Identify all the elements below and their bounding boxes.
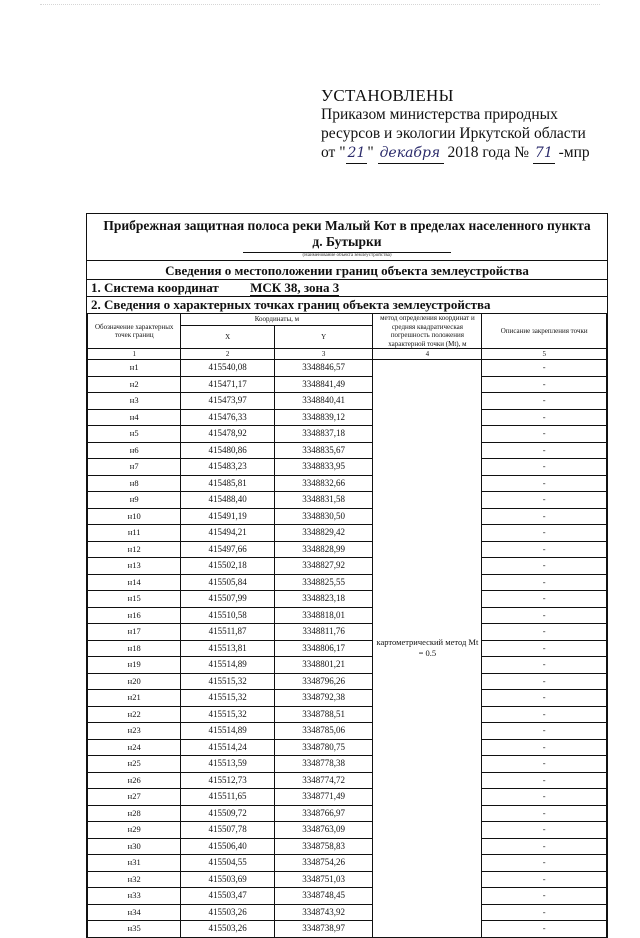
x-coordinate-cell: 415514,24 bbox=[181, 739, 274, 756]
y-coordinate-cell: 3348748,45 bbox=[274, 888, 373, 905]
point-name-cell: н29 bbox=[88, 822, 181, 839]
table-row bbox=[88, 739, 607, 756]
column-index: 3 bbox=[274, 349, 373, 360]
point-name-cell: н8 bbox=[88, 475, 181, 492]
x-coordinate-cell: 415478,92 bbox=[181, 426, 274, 443]
table-row bbox=[88, 442, 607, 459]
point-name-cell: н24 bbox=[88, 739, 181, 756]
point-name-cell: н33 bbox=[88, 888, 181, 905]
table-row bbox=[88, 756, 607, 773]
table-row bbox=[88, 541, 607, 558]
fixing-description-cell: - bbox=[482, 607, 607, 624]
y-coordinate-cell: 3348831,58 bbox=[274, 492, 373, 509]
header-coords: Координаты, м bbox=[181, 314, 373, 326]
y-coordinate-cell: 3348832,66 bbox=[274, 475, 373, 492]
y-coordinate-cell: 3348788,51 bbox=[274, 706, 373, 723]
table-row bbox=[88, 624, 607, 641]
y-coordinate-cell: 3348818,01 bbox=[274, 607, 373, 624]
y-coordinate-cell: 3348833,95 bbox=[274, 459, 373, 476]
fixing-description-cell: - bbox=[482, 360, 607, 377]
approval-line-2: ресурсов и экологии Иркутской области bbox=[321, 125, 586, 142]
table-row bbox=[88, 921, 607, 938]
point-name-cell: н25 bbox=[88, 756, 181, 773]
table-row bbox=[88, 772, 607, 789]
y-coordinate-cell: 3348827,92 bbox=[274, 558, 373, 575]
x-coordinate-cell: 415513,81 bbox=[181, 640, 274, 657]
fixing-description-cell: - bbox=[482, 574, 607, 591]
point-name-cell: н26 bbox=[88, 772, 181, 789]
table-row bbox=[88, 871, 607, 888]
table-row bbox=[88, 393, 607, 410]
y-coordinate-cell: 3348825,55 bbox=[274, 574, 373, 591]
y-coordinate-cell: 3348796,26 bbox=[274, 673, 373, 690]
table-row bbox=[88, 640, 607, 657]
point-name-cell: н1 bbox=[88, 360, 181, 377]
x-coordinate-cell: 415515,32 bbox=[181, 690, 274, 707]
header-x: X bbox=[181, 325, 274, 348]
point-name-cell: н34 bbox=[88, 904, 181, 921]
x-coordinate-cell: 415511,65 bbox=[181, 789, 274, 806]
point-name-cell: н14 bbox=[88, 574, 181, 591]
point-name-cell: н20 bbox=[88, 673, 181, 690]
fixing-description-cell: - bbox=[482, 756, 607, 773]
y-coordinate-cell: 3348806,17 bbox=[274, 640, 373, 657]
fixing-description-cell: - bbox=[482, 690, 607, 707]
approval-number: 71 bbox=[533, 144, 555, 164]
table-row bbox=[88, 459, 607, 476]
point-name-cell: н27 bbox=[88, 789, 181, 806]
table-row bbox=[88, 723, 607, 740]
y-coordinate-cell: 3348811,76 bbox=[274, 624, 373, 641]
table-row bbox=[88, 426, 607, 443]
table-row bbox=[88, 492, 607, 509]
x-coordinate-cell: 415503,47 bbox=[181, 888, 274, 905]
fixing-description-cell: - bbox=[482, 475, 607, 492]
x-coordinate-cell: 415483,23 bbox=[181, 459, 274, 476]
y-coordinate-cell: 3348801,21 bbox=[274, 657, 373, 674]
x-coordinate-cell: 415504,55 bbox=[181, 855, 274, 872]
point-name-cell: н35 bbox=[88, 921, 181, 938]
table-row bbox=[88, 805, 607, 822]
fixing-description-cell: - bbox=[482, 822, 607, 839]
y-coordinate-cell: 3348837,18 bbox=[274, 426, 373, 443]
fixing-description-cell: - bbox=[482, 921, 607, 938]
approval-year: 2018 года № bbox=[447, 144, 530, 161]
point-name-cell: н30 bbox=[88, 838, 181, 855]
point-name-cell: н13 bbox=[88, 558, 181, 575]
fixing-description-cell: - bbox=[482, 624, 607, 641]
table-row bbox=[88, 508, 607, 525]
x-coordinate-cell: 415494,21 bbox=[181, 525, 274, 542]
table-row bbox=[88, 525, 607, 542]
table-row bbox=[88, 789, 607, 806]
fixing-description-cell: - bbox=[482, 442, 607, 459]
table-row bbox=[88, 574, 607, 591]
fixing-description-cell: - bbox=[482, 393, 607, 410]
fixing-description-cell: - bbox=[482, 904, 607, 921]
x-coordinate-cell: 415514,89 bbox=[181, 657, 274, 674]
approval-day: 21 bbox=[346, 144, 368, 164]
table-row bbox=[88, 838, 607, 855]
fixing-description-cell: - bbox=[482, 657, 607, 674]
y-coordinate-cell: 3348754,26 bbox=[274, 855, 373, 872]
x-coordinate-cell: 415509,72 bbox=[181, 805, 274, 822]
fixing-description-cell: - bbox=[482, 508, 607, 525]
point-name-cell: н12 bbox=[88, 541, 181, 558]
x-coordinate-cell: 415473,97 bbox=[181, 393, 274, 410]
header-point: Обозначение характерных точек границ bbox=[88, 314, 181, 349]
approval-line-1: Приказом министерства природных bbox=[321, 106, 558, 123]
point-name-cell: н15 bbox=[88, 591, 181, 608]
y-coordinate-cell: 3348738,97 bbox=[274, 921, 373, 938]
y-coordinate-cell: 3348766,97 bbox=[274, 805, 373, 822]
column-index: 2 bbox=[181, 349, 274, 360]
y-coordinate-cell: 3348839,12 bbox=[274, 409, 373, 426]
table-row bbox=[88, 360, 607, 377]
header-y: Y bbox=[274, 325, 373, 348]
y-coordinate-cell: 3348823,18 bbox=[274, 591, 373, 608]
x-coordinate-cell: 415502,18 bbox=[181, 558, 274, 575]
fixing-description-cell: - bbox=[482, 871, 607, 888]
table-row bbox=[88, 904, 607, 921]
table-row bbox=[88, 673, 607, 690]
approval-suffix: -мпр bbox=[558, 144, 590, 161]
table-row bbox=[88, 376, 607, 393]
y-coordinate-cell: 3348829,42 bbox=[274, 525, 373, 542]
x-coordinate-cell: 415480,86 bbox=[181, 442, 274, 459]
point-name-cell: н16 bbox=[88, 607, 181, 624]
y-coordinate-cell: 3348751,03 bbox=[274, 871, 373, 888]
x-coordinate-cell: 415491,19 bbox=[181, 508, 274, 525]
y-coordinate-cell: 3348778,38 bbox=[274, 756, 373, 773]
fixing-description-cell: - bbox=[482, 558, 607, 575]
header-fixing: Описание закрепления точки bbox=[482, 314, 607, 349]
x-coordinate-cell: 415540,08 bbox=[181, 360, 274, 377]
approval-title: УСТАНОВЛЕНЫ bbox=[321, 86, 454, 105]
table-row bbox=[88, 657, 607, 674]
point-name-cell: н21 bbox=[88, 690, 181, 707]
table-row bbox=[88, 591, 607, 608]
x-coordinate-cell: 415476,33 bbox=[181, 409, 274, 426]
boundary-document bbox=[86, 213, 608, 938]
coord-system-row bbox=[87, 279, 607, 296]
point-name-cell: н4 bbox=[88, 409, 181, 426]
y-coordinate-cell: 3348758,83 bbox=[274, 838, 373, 855]
x-coordinate-cell: 415497,66 bbox=[181, 541, 274, 558]
point-name-cell: н23 bbox=[88, 723, 181, 740]
y-coordinate-cell: 3348830,50 bbox=[274, 508, 373, 525]
point-name-cell: н10 bbox=[88, 508, 181, 525]
y-coordinate-cell: 3348743,92 bbox=[274, 904, 373, 921]
x-coordinate-cell: 415485,81 bbox=[181, 475, 274, 492]
table-row bbox=[88, 409, 607, 426]
point-name-cell: н17 bbox=[88, 624, 181, 641]
x-coordinate-cell: 415515,32 bbox=[181, 673, 274, 690]
point-name-cell: н2 bbox=[88, 376, 181, 393]
x-coordinate-cell: 415503,69 bbox=[181, 871, 274, 888]
object-caption: (Наименование объекта землеустройства) bbox=[243, 252, 451, 258]
fixing-description-cell: - bbox=[482, 492, 607, 509]
scan-artifact bbox=[40, 4, 600, 11]
y-coordinate-cell: 3348774,72 bbox=[274, 772, 373, 789]
x-coordinate-cell: 415511,87 bbox=[181, 624, 274, 641]
y-coordinate-cell: 3348763,09 bbox=[274, 822, 373, 839]
fixing-description-cell: - bbox=[482, 723, 607, 740]
fixing-description-cell: - bbox=[482, 426, 607, 443]
coord-system-value: МСК 38, зона 3 bbox=[250, 280, 340, 295]
column-index: 5 bbox=[482, 349, 607, 360]
point-name-cell: н28 bbox=[88, 805, 181, 822]
table-row bbox=[88, 690, 607, 707]
point-name-cell: н6 bbox=[88, 442, 181, 459]
table-row bbox=[88, 607, 607, 624]
approval-from: от bbox=[321, 144, 336, 161]
info-heading: Сведения о местоположении границ объекта землеустройства bbox=[87, 260, 607, 279]
y-coordinate-cell: 3348840,41 bbox=[274, 393, 373, 410]
y-coordinate-cell: 3348841,49 bbox=[274, 376, 373, 393]
y-coordinate-cell: 3348785,06 bbox=[274, 723, 373, 740]
x-coordinate-cell: 415471,17 bbox=[181, 376, 274, 393]
fixing-description-cell: - bbox=[482, 789, 607, 806]
point-name-cell: н19 bbox=[88, 657, 181, 674]
x-coordinate-cell: 415514,89 bbox=[181, 723, 274, 740]
fixing-description-cell: - bbox=[482, 673, 607, 690]
x-coordinate-cell: 415515,32 bbox=[181, 706, 274, 723]
y-coordinate-cell: 3348835,67 bbox=[274, 442, 373, 459]
fixing-description-cell: - bbox=[482, 772, 607, 789]
fixing-description-cell: - bbox=[482, 409, 607, 426]
x-coordinate-cell: 415513,59 bbox=[181, 756, 274, 773]
y-coordinate-cell: 3348828,99 bbox=[274, 541, 373, 558]
table-row bbox=[88, 558, 607, 575]
fixing-description-cell: - bbox=[482, 525, 607, 542]
point-name-cell: н31 bbox=[88, 855, 181, 872]
point-name-cell: н11 bbox=[88, 525, 181, 542]
table-row bbox=[88, 855, 607, 872]
fixing-description-cell: - bbox=[482, 888, 607, 905]
point-name-cell: н18 bbox=[88, 640, 181, 657]
approval-block bbox=[321, 86, 590, 164]
table-row bbox=[88, 822, 607, 839]
fixing-description-cell: - bbox=[482, 706, 607, 723]
points-heading: 2. Сведения о характерных точках границ объекта землеустройства bbox=[87, 296, 607, 313]
fixing-description-cell: - bbox=[482, 459, 607, 476]
points-table bbox=[87, 313, 607, 938]
table-row bbox=[88, 706, 607, 723]
x-coordinate-cell: 415488,40 bbox=[181, 492, 274, 509]
y-coordinate-cell: 3348846,57 bbox=[274, 360, 373, 377]
approval-date-line: от " 21 " декабря 2018 года № 71 -мпр bbox=[321, 143, 590, 164]
x-coordinate-cell: 415512,73 bbox=[181, 772, 274, 789]
table-row bbox=[88, 888, 607, 905]
method-cell: картометрический метод Mt = 0.5 bbox=[373, 360, 482, 938]
point-name-cell: н5 bbox=[88, 426, 181, 443]
fixing-description-cell: - bbox=[482, 739, 607, 756]
point-name-cell: н22 bbox=[88, 706, 181, 723]
x-coordinate-cell: 415503,26 bbox=[181, 904, 274, 921]
x-coordinate-cell: 415505,84 bbox=[181, 574, 274, 591]
point-name-cell: н7 bbox=[88, 459, 181, 476]
y-coordinate-cell: 3348771,49 bbox=[274, 789, 373, 806]
coord-system-label: 1. Система координат bbox=[91, 280, 219, 295]
column-index: 1 bbox=[88, 349, 181, 360]
fixing-description-cell: - bbox=[482, 541, 607, 558]
fixing-description-cell: - bbox=[482, 805, 607, 822]
x-coordinate-cell: 415507,99 bbox=[181, 591, 274, 608]
x-coordinate-cell: 415503,26 bbox=[181, 921, 274, 938]
point-name-cell: н9 bbox=[88, 492, 181, 509]
point-name-cell: н32 bbox=[88, 871, 181, 888]
x-coordinate-cell: 415507,78 bbox=[181, 822, 274, 839]
fixing-description-cell: - bbox=[482, 855, 607, 872]
y-coordinate-cell: 3348792,38 bbox=[274, 690, 373, 707]
fixing-description-cell: - bbox=[482, 838, 607, 855]
y-coordinate-cell: 3348780,75 bbox=[274, 739, 373, 756]
x-coordinate-cell: 415506,40 bbox=[181, 838, 274, 855]
column-index: 4 bbox=[373, 349, 482, 360]
point-name-cell: н3 bbox=[88, 393, 181, 410]
table-row bbox=[88, 475, 607, 492]
x-coordinate-cell: 415510,58 bbox=[181, 607, 274, 624]
object-title: Прибрежная защитная полоса реки Малый Кот в пределах населенного пункта д. Бутырки bbox=[103, 218, 591, 249]
fixing-description-cell: - bbox=[482, 376, 607, 393]
approval-month: декабря bbox=[378, 144, 444, 164]
header-method: метод определения координат и средняя квадратическая погрешность положения характерной точки (Mt), м bbox=[373, 314, 482, 349]
fixing-description-cell: - bbox=[482, 640, 607, 657]
fixing-description-cell: - bbox=[482, 591, 607, 608]
